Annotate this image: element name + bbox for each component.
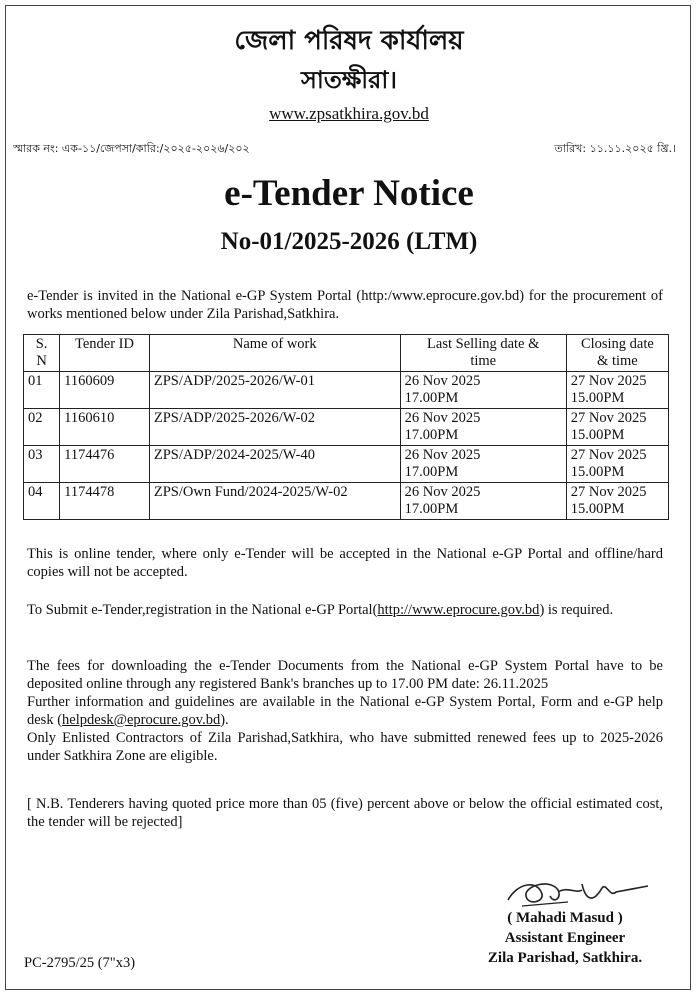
table-row	[24, 409, 669, 446]
website-link[interactable]: www.zpsatkhira.gov.bd	[269, 104, 429, 123]
row-closing: 27 Nov 2025 15.00PM	[566, 446, 668, 483]
row-name-of-work: ZPS/ADP/2024-2025/W-40	[149, 446, 400, 483]
row-sn: 03	[24, 446, 60, 483]
table-header-row	[24, 335, 669, 372]
tender-table	[23, 334, 669, 520]
header-closing: Closing date & time	[566, 335, 668, 372]
notice-title: e-Tender Notice	[224, 173, 474, 214]
header-name-of-work: Name of work	[149, 335, 400, 372]
signatory-office: Zila Parishad, Satkhira.	[487, 950, 643, 966]
row-sn: 04	[24, 483, 60, 520]
intro-text: e-Tender is invited in the National e-GP System Portal (http:/www.eprocure.gov.bd) for the procurement of works mentioned below under Zila Parishad,Satkhira.	[27, 288, 663, 322]
row-last-selling: 26 Nov 2025 17.00PM	[400, 446, 566, 483]
row-closing: 27 Nov 2025 15.00PM	[566, 409, 668, 446]
row-tender-id: 1160609	[60, 372, 150, 409]
helpdesk-email-link[interactable]: helpdesk@eprocure.gov.bd	[62, 712, 221, 728]
header-tender-id: Tender ID	[60, 335, 150, 372]
fees-paragraph	[27, 657, 663, 765]
row-last-selling: 26 Nov 2025 17.00PM	[400, 483, 566, 520]
row-tender-id: 1160610	[60, 409, 150, 446]
registration-text: To Submit e-Tender,registration in the National e-GP Portal(http://www.eprocure.gov.bd) is required.	[27, 602, 614, 618]
office-location: সাতক্ষীরা।	[301, 66, 397, 94]
row-tender-id: 1174478	[60, 483, 150, 520]
office-name: জেলা পরিষদ কার্যালয়	[234, 26, 464, 56]
table-row	[24, 446, 669, 483]
notice-number: No-01/2025-2026 (LTM)	[220, 228, 478, 255]
row-tender-id: 1174476	[60, 446, 150, 483]
nb-paragraph	[27, 795, 663, 831]
eprocure-link[interactable]: http://www.eprocure.gov.bd	[377, 602, 540, 618]
eligibility-text: Only Enlisted Contractors of Zila Parishad,Satkhira, who have submitted renewed fees up to 2025-2026 under Satkhira Zone are eligible.	[27, 730, 663, 764]
row-sn: 01	[24, 372, 60, 409]
guidelines-text: Further information and guidelines are available in the National e-GP System Portal, Form and e-GP help desk (helpdesk@eprocure.gov.bd).	[27, 694, 663, 728]
online-note-text: This is online tender, where only e-Tender will be accepted in the National e-GP Portal and offline/hard copies will not be accepted.	[27, 546, 663, 580]
signature-scribble-icon	[498, 872, 658, 912]
signatory-designation: Assistant Engineer	[504, 930, 626, 946]
table-row	[24, 483, 669, 520]
notice-date: তারিখ: ১১.১১.২০২৫ খ্রি.।	[554, 142, 676, 155]
header-sn: S. N	[24, 335, 60, 372]
row-closing: 27 Nov 2025 15.00PM	[566, 372, 668, 409]
nb-text: [ N.B. Tenderers having quoted price more than 05 (five) percent above or below the official estimated cost, the tender will be rejected]	[27, 796, 663, 830]
footer-code: PC-2795/25 (7"x3)	[24, 955, 136, 971]
row-name-of-work: ZPS/ADP/2025-2026/W-02	[149, 409, 400, 446]
intro-paragraph	[27, 287, 663, 323]
signatory-name: ( Mahadi Masud )	[507, 910, 623, 926]
row-last-selling: 26 Nov 2025 17.00PM	[400, 409, 566, 446]
row-closing: 27 Nov 2025 15.00PM	[566, 483, 668, 520]
row-name-of-work: ZPS/Own Fund/2024-2025/W-02	[149, 483, 400, 520]
memo-number: স্মারক নং: এক-১১/জেপসা/কারি:/২০২৫-২০২৬/২০২	[13, 142, 250, 155]
fees-text: The fees for downloading the e-Tender Documents from the National e-GP System Portal have to be deposited online through any registered Bank's branches up to 17.00 PM date: 26.11.2025	[27, 658, 663, 692]
row-sn: 02	[24, 409, 60, 446]
header-last-selling: Last Selling date & time	[400, 335, 566, 372]
registration-paragraph	[27, 601, 663, 619]
table-row	[24, 372, 669, 409]
online-tender-paragraph	[27, 545, 663, 581]
row-last-selling: 26 Nov 2025 17.00PM	[400, 372, 566, 409]
row-name-of-work: ZPS/ADP/2025-2026/W-01	[149, 372, 400, 409]
